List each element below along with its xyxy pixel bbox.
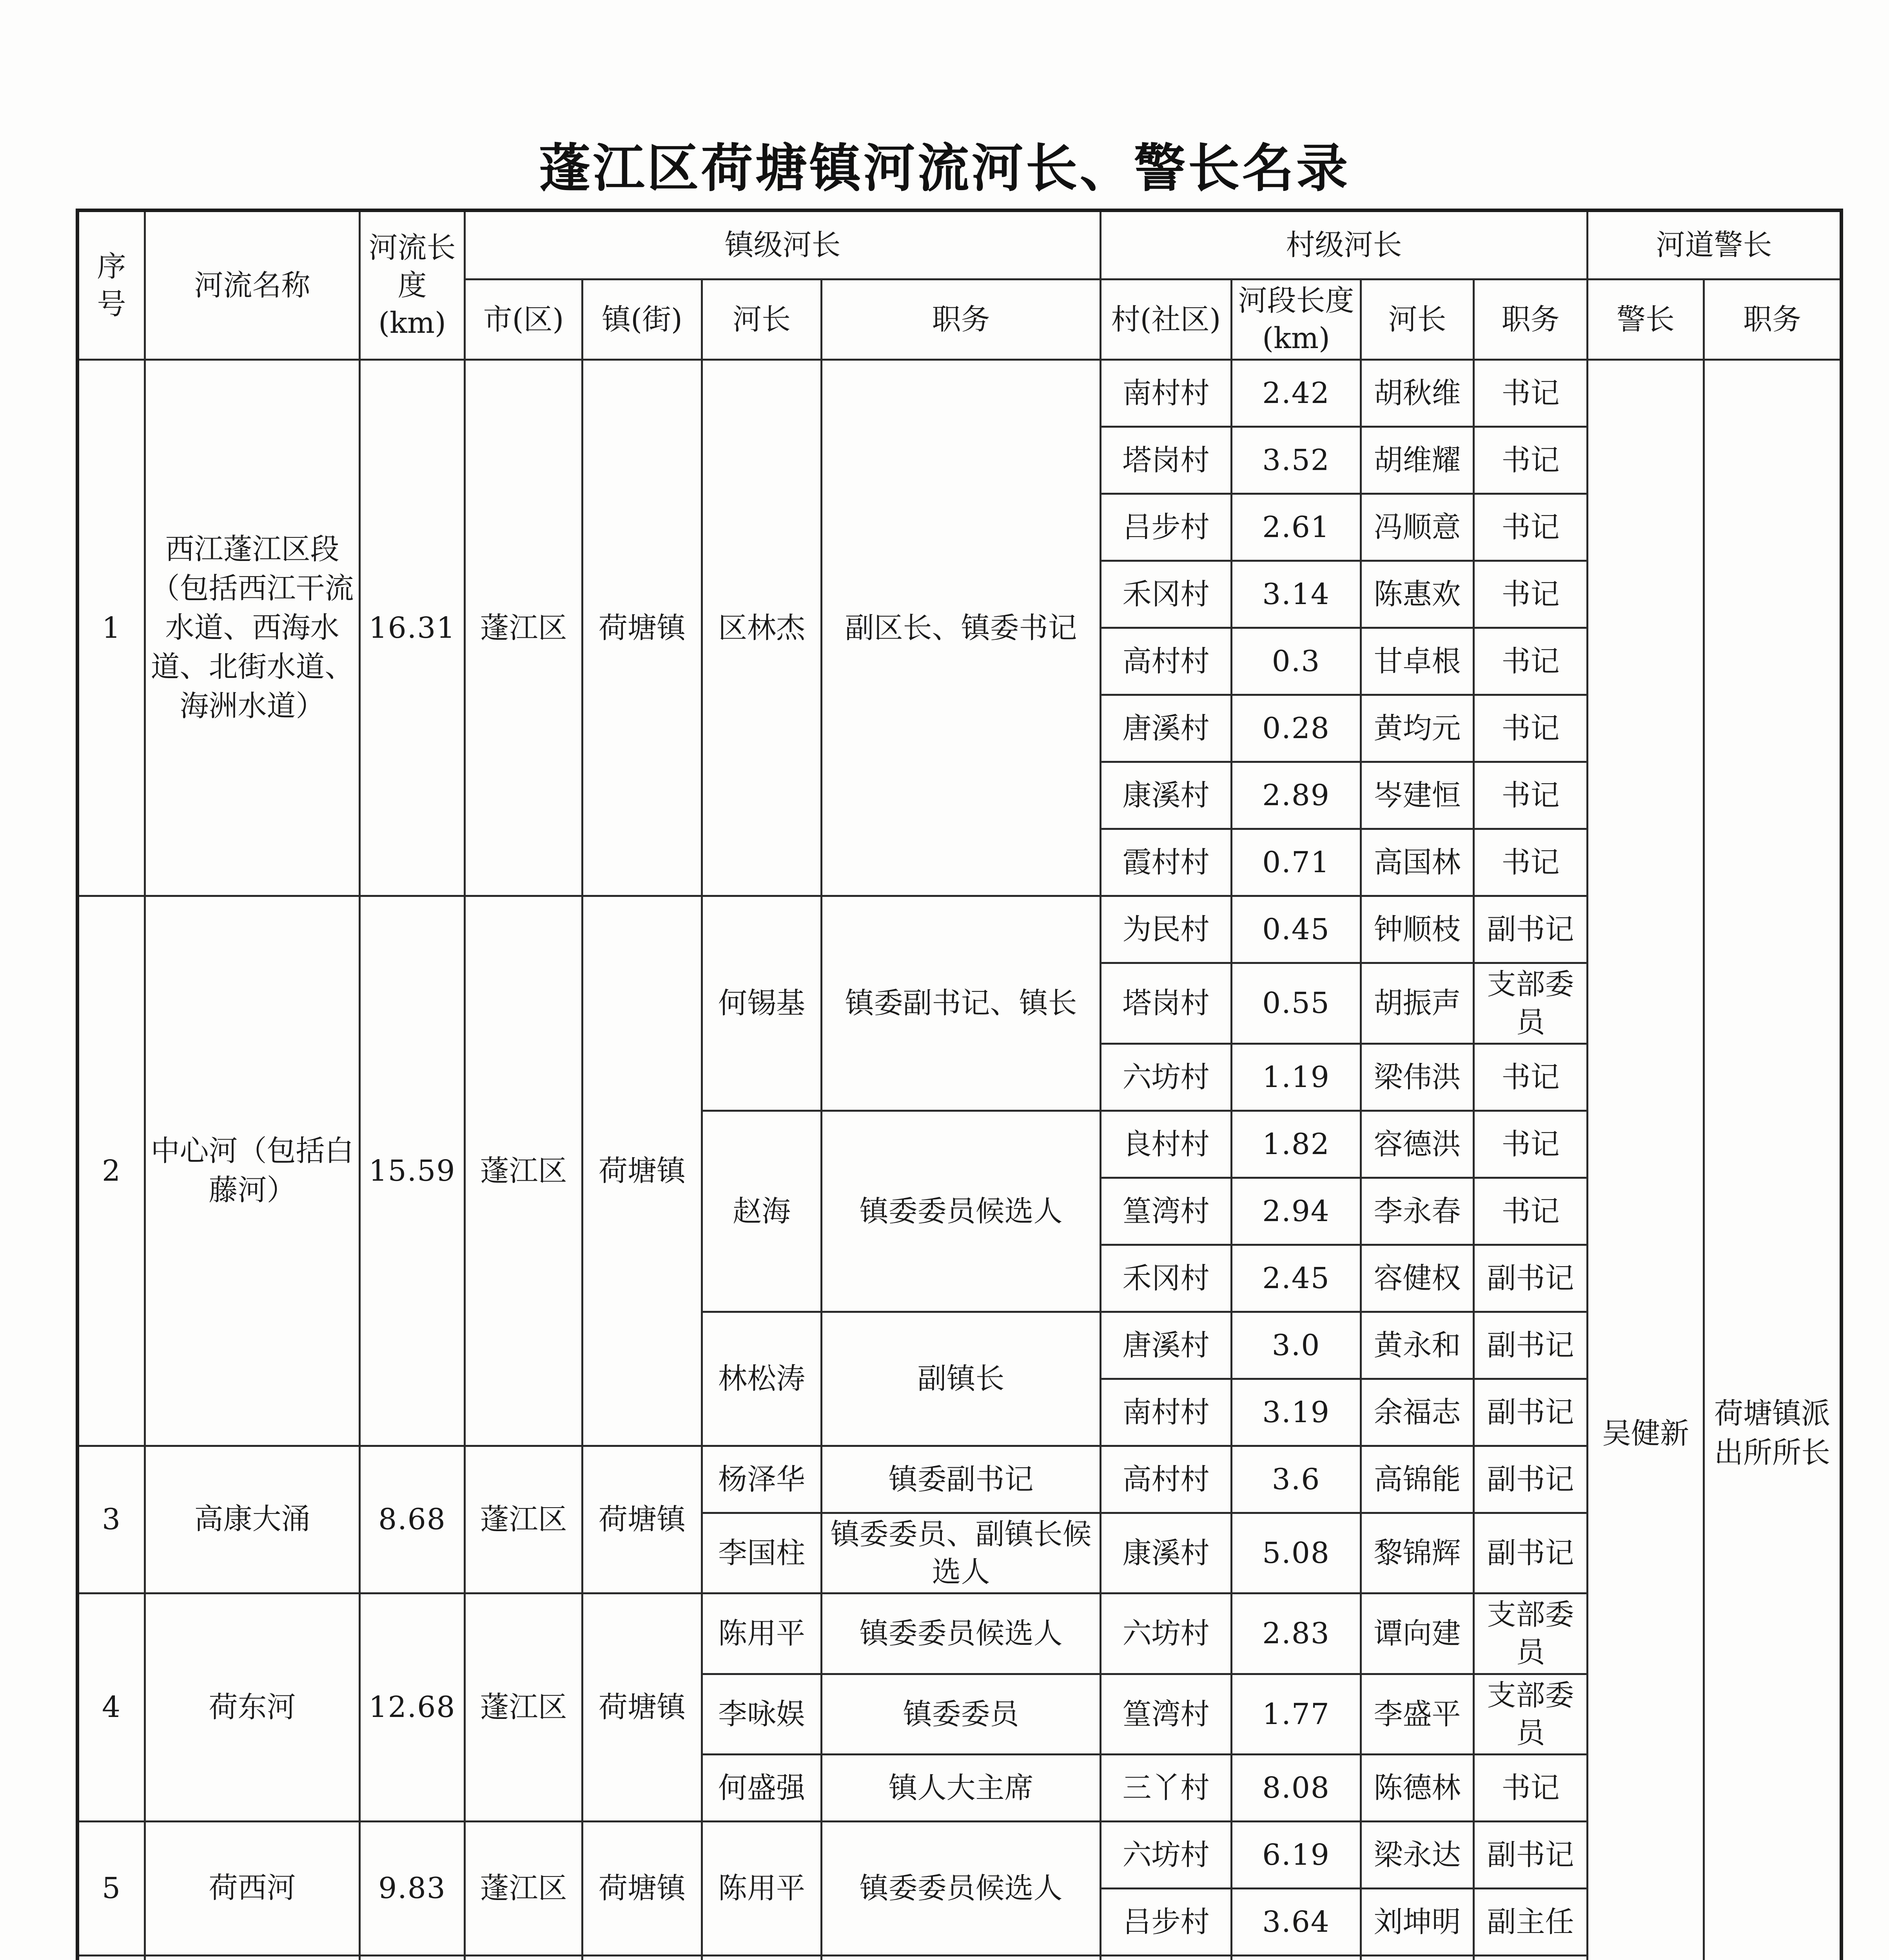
- town-chief-position: 镇委副书记: [822, 1446, 1101, 1513]
- town-chief-name: 何盛强: [702, 1754, 822, 1821]
- village-chief-position: 书记: [1474, 561, 1588, 628]
- header-river-length: 河流长度(km): [360, 211, 465, 360]
- village-segment-length: 1.77: [1232, 1674, 1361, 1754]
- river-length: 15.59: [360, 896, 465, 1446]
- town-chief-position: 镇人大主席: [822, 1754, 1101, 1821]
- village-name: 唐溪村: [1101, 1312, 1232, 1379]
- header-police-chief: 警长: [1588, 279, 1704, 360]
- river-length: 9.83: [360, 1821, 465, 1955]
- header-town: 镇(街): [582, 279, 702, 360]
- village-segment-length: 2.83: [1232, 1593, 1361, 1674]
- header-village: 村(社区): [1101, 279, 1232, 360]
- document-title: 蓬江区荷塘镇河流河长、警长名录: [539, 138, 1350, 199]
- village-name: 三丫村: [1101, 1754, 1232, 1821]
- village-segment-length: 0.28: [1232, 695, 1361, 762]
- village-chief-position: 副书记: [1474, 1513, 1588, 1593]
- village-segment-length: 3.0: [1232, 1312, 1361, 1379]
- village-chief-position: 副书记: [1474, 1312, 1588, 1379]
- river-name: 中心河（包括白藤河）: [145, 896, 360, 1446]
- village-name: 高村村: [1101, 628, 1232, 695]
- village-segment-length: 6.19: [1232, 1821, 1361, 1888]
- river-city: 蓬江区: [465, 360, 582, 896]
- table-row: [78, 896, 1842, 963]
- table-row: [78, 360, 1842, 427]
- village-segment-length: [1232, 1955, 1361, 1960]
- village-chief-position: 副书记: [1474, 1446, 1588, 1513]
- village-chief-position: 书记: [1474, 1044, 1588, 1111]
- village-chief-position: 支部委员: [1474, 1593, 1588, 1674]
- village-chief-name: 岑建恒: [1361, 762, 1474, 829]
- town-chief-name: 陈用平: [702, 1593, 822, 1674]
- town-chief-name: 李国柱: [702, 1513, 822, 1593]
- village-name: 禾冈村: [1101, 561, 1232, 628]
- river-town: 荷塘镇: [582, 1821, 702, 1955]
- village-chief-name: 谭向建: [1361, 1593, 1474, 1674]
- village-name: 高村村: [1101, 1446, 1232, 1513]
- village-name: 南村村: [1101, 360, 1232, 427]
- village-segment-length: 2.61: [1232, 494, 1361, 561]
- village-segment-length: 3.64: [1232, 1888, 1361, 1955]
- village-segment-length: 0.71: [1232, 829, 1361, 896]
- header-town-level: 镇级河长: [465, 211, 1101, 279]
- river-city: 蓬江区: [465, 1446, 582, 1593]
- river-chief-table-wrapper: [76, 209, 1840, 1960]
- town-chief-name: 何锡基: [702, 896, 822, 1111]
- table-header: [78, 211, 1842, 360]
- table-row: [78, 1821, 1842, 1888]
- river-name: 西江蓬江区段（包括西江干流水道、西海水道、北街水道、海洲水道）: [145, 360, 360, 896]
- village-segment-length: 0.45: [1232, 896, 1361, 963]
- header-city: 市(区): [465, 279, 582, 360]
- village-chief-name: 梁伟洪: [1361, 1044, 1474, 1111]
- village-segment-length: 3.19: [1232, 1379, 1361, 1446]
- table-row: [78, 1955, 1842, 1960]
- header-village-position: 职务: [1474, 279, 1588, 360]
- village-chief-name: [1361, 1955, 1474, 1960]
- town-chief-position: 镇委委员: [822, 1674, 1101, 1754]
- village-name: 为民村: [1101, 896, 1232, 963]
- village-chief-position: 书记: [1474, 360, 1588, 427]
- town-chief-position: 副区长、镇委书记: [822, 360, 1101, 896]
- town-chief-position: 副镇长: [822, 1312, 1101, 1446]
- river-length: 12.68: [360, 1593, 465, 1822]
- river-town: 荷塘镇: [582, 1446, 702, 1593]
- town-chief-position: 镇委委员、副镇长候选人: [822, 1513, 1101, 1593]
- village-name: 六坊村: [1101, 1821, 1232, 1888]
- village-chief-name: 胡维耀: [1361, 427, 1474, 494]
- village-segment-length: 2.94: [1232, 1178, 1361, 1245]
- village-name: 康溪村: [1101, 1513, 1232, 1593]
- river-town: 荷塘镇: [582, 360, 702, 896]
- header-river-name: 河流名称: [145, 211, 360, 360]
- town-chief-name: [702, 1955, 822, 1960]
- village-chief-name: 容德洪: [1361, 1111, 1474, 1178]
- village-segment-length: 2.89: [1232, 762, 1361, 829]
- police-chief-position: 荷塘镇派出所所长: [1704, 360, 1842, 1960]
- village-chief-position: 支部委员: [1474, 963, 1588, 1044]
- river-length: 8.68: [360, 1446, 465, 1593]
- village-segment-length: 8.08: [1232, 1754, 1361, 1821]
- river-seq: 2: [78, 896, 145, 1446]
- village-name: 南村村: [1101, 1379, 1232, 1446]
- town-chief-name: 区林杰: [702, 360, 822, 896]
- village-chief-position: 副书记: [1474, 1379, 1588, 1446]
- village-name: 良村村: [1101, 1111, 1232, 1178]
- header-police-position: 职务: [1704, 279, 1842, 360]
- river-name: 荷东河: [145, 1593, 360, 1822]
- town-chief-position: 镇委委员候选人: [822, 1821, 1101, 1955]
- village-name: 禾冈村: [1101, 1245, 1232, 1312]
- river-chief-table: [76, 209, 1843, 1960]
- village-segment-length: 5.08: [1232, 1513, 1361, 1593]
- town-chief-name: 李咏娱: [702, 1674, 822, 1754]
- village-segment-length: 1.82: [1232, 1111, 1361, 1178]
- header-village-level: 村级河长: [1101, 211, 1588, 279]
- village-chief-name: 钟顺枝: [1361, 896, 1474, 963]
- town-chief-position: 镇委委员候选人: [822, 1593, 1101, 1674]
- river-town: [582, 1955, 702, 1960]
- village-chief-position: 副主任: [1474, 1888, 1588, 1955]
- village-chief-name: 高国林: [1361, 829, 1474, 896]
- village-chief-name: 陈德林: [1361, 1754, 1474, 1821]
- village-name: 六坊村: [1101, 1593, 1232, 1674]
- river-city: 蓬江区: [465, 896, 582, 1446]
- header-seq: 序号: [78, 211, 145, 360]
- village-name: 吕步村: [1101, 1888, 1232, 1955]
- header-village-chief: 河长: [1361, 279, 1474, 360]
- river-seq: 4: [78, 1593, 145, 1822]
- header-town-position: 职务: [822, 279, 1101, 360]
- village-chief-position: 书记: [1474, 1754, 1588, 1821]
- village-segment-length: 3.14: [1232, 561, 1361, 628]
- village-chief-name: 容健权: [1361, 1245, 1474, 1312]
- town-chief-position: 镇委副书记、镇长: [822, 896, 1101, 1111]
- town-chief-position: 镇委委员候选人: [822, 1111, 1101, 1312]
- village-chief-position: 书记: [1474, 1111, 1588, 1178]
- header-segment-length: 河段长度(km): [1232, 279, 1361, 360]
- town-chief-name: 杨泽华: [702, 1446, 822, 1513]
- village-chief-position: 副书记: [1474, 1245, 1588, 1312]
- village-chief-position: 书记: [1474, 1178, 1588, 1245]
- village-chief-position: 支部委员: [1474, 1674, 1588, 1754]
- town-chief-position: [822, 1955, 1101, 1960]
- river-seq: 3: [78, 1446, 145, 1593]
- village-name: 霞村村: [1101, 829, 1232, 896]
- village-segment-length: 0.55: [1232, 963, 1361, 1044]
- village-chief-position: 书记: [1474, 427, 1588, 494]
- village-segment-length: 3.52: [1232, 427, 1361, 494]
- river-city: 蓬江区: [465, 1593, 582, 1822]
- village-segment-length: 1.19: [1232, 1044, 1361, 1111]
- village-name: [1101, 1955, 1232, 1960]
- village-chief-position: 书记: [1474, 829, 1588, 896]
- village-chief-name: 陈惠欢: [1361, 561, 1474, 628]
- town-chief-name: 赵海: [702, 1111, 822, 1312]
- village-chief-name: 李永春: [1361, 1178, 1474, 1245]
- village-chief-name: 甘卓根: [1361, 628, 1474, 695]
- village-chief-name: 胡秋维: [1361, 360, 1474, 427]
- police-chief-name: 吴健新: [1588, 360, 1704, 1960]
- village-name: 康溪村: [1101, 762, 1232, 829]
- river-city: 蓬江区: [465, 1821, 582, 1955]
- village-chief-name: 胡振声: [1361, 963, 1474, 1044]
- village-chief-position: 书记: [1474, 762, 1588, 829]
- village-name: 篁湾村: [1101, 1674, 1232, 1754]
- table-body: [78, 360, 1842, 1960]
- table-row: [78, 1593, 1842, 1674]
- river-name: 高康大涌: [145, 1446, 360, 1593]
- river-name: [145, 1955, 360, 1960]
- village-chief-position: [1474, 1955, 1588, 1960]
- river-length: [360, 1955, 465, 1960]
- village-chief-name: 李盛平: [1361, 1674, 1474, 1754]
- village-chief-position: 书记: [1474, 494, 1588, 561]
- village-segment-length: 3.6: [1232, 1446, 1361, 1513]
- header-police-group: 河道警长: [1588, 211, 1842, 279]
- village-name: 吕步村: [1101, 494, 1232, 561]
- village-chief-name: 余福志: [1361, 1379, 1474, 1446]
- river-seq: 5: [78, 1821, 145, 1955]
- village-segment-length: 0.3: [1232, 628, 1361, 695]
- village-segment-length: 2.45: [1232, 1245, 1361, 1312]
- river-town: 荷塘镇: [582, 896, 702, 1446]
- village-name: 塔岗村: [1101, 427, 1232, 494]
- village-name: 塔岗村: [1101, 963, 1232, 1044]
- village-name: 六坊村: [1101, 1044, 1232, 1111]
- river-length: 16.31: [360, 360, 465, 896]
- village-chief-name: 刘坤明: [1361, 1888, 1474, 1955]
- village-chief-name: 黎锦辉: [1361, 1513, 1474, 1593]
- village-chief-position: 书记: [1474, 695, 1588, 762]
- village-chief-name: 冯顺意: [1361, 494, 1474, 561]
- town-chief-name: 陈用平: [702, 1821, 822, 1955]
- river-town: 荷塘镇: [582, 1593, 702, 1822]
- village-name: 篁湾村: [1101, 1178, 1232, 1245]
- river-city: [465, 1955, 582, 1960]
- village-chief-position: 副书记: [1474, 896, 1588, 963]
- river-seq: 1: [78, 360, 145, 896]
- village-name: 唐溪村: [1101, 695, 1232, 762]
- river-seq: [78, 1955, 145, 1960]
- river-name: 荷西河: [145, 1821, 360, 1955]
- table-row: [78, 1446, 1842, 1513]
- town-chief-name: 林松涛: [702, 1312, 822, 1446]
- village-chief-name: 黄永和: [1361, 1312, 1474, 1379]
- header-town-chief: 河长: [702, 279, 822, 360]
- village-chief-name: 梁永达: [1361, 1821, 1474, 1888]
- village-chief-name: 高锦能: [1361, 1446, 1474, 1513]
- village-segment-length: 2.42: [1232, 360, 1361, 427]
- village-chief-position: 副书记: [1474, 1821, 1588, 1888]
- village-chief-name: 黄均元: [1361, 695, 1474, 762]
- village-chief-position: 书记: [1474, 628, 1588, 695]
